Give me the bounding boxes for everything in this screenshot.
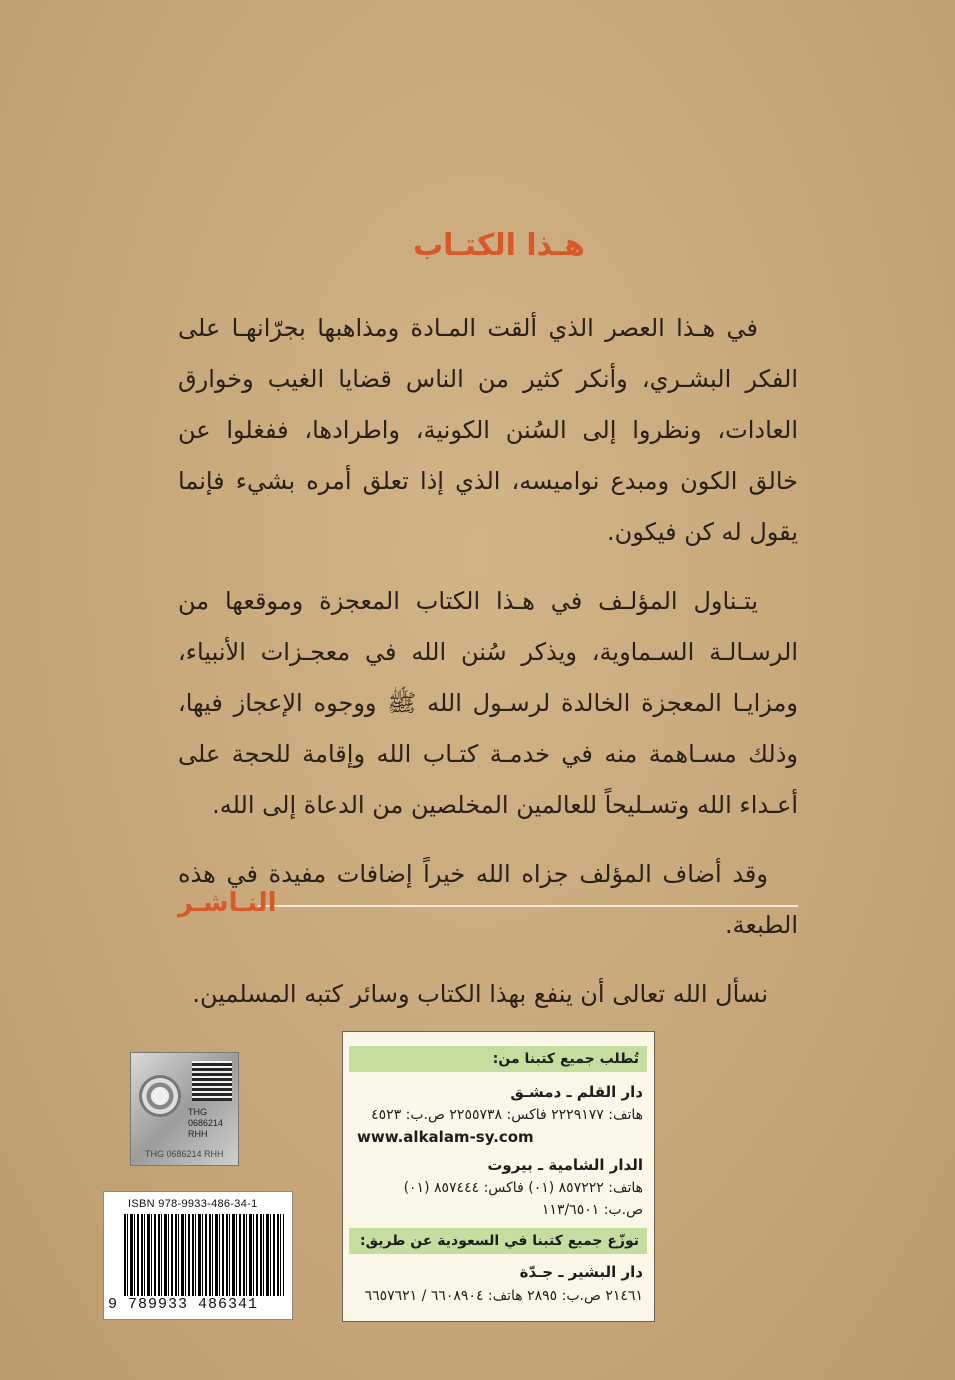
publisher2-contact: هاتف: ٨٥٧٢٢٢ (٠١) فاكس: ٨٥٧٤٤٤ (٠١) xyxy=(403,1180,643,1196)
publisher2-po-box: ص.ب: ١١٣/٦٥٠١ xyxy=(541,1202,643,1218)
publisher1-website: www.alkalam-sy.com xyxy=(357,1128,534,1146)
order-band: تُطلب جميع كتبنا من: xyxy=(349,1046,647,1072)
paragraph-3: وقد أضاف المؤلف جزاه الله خيراً إضافات مفيدة في هذه الطبعة. xyxy=(178,860,798,939)
publisher1-contact: هاتف: ٢٢٢٩١٧٧ فاكس: ٢٢٥٥٧٣٨ ص.ب: ٤٥٢٣ xyxy=(371,1107,643,1123)
security-sticker xyxy=(130,1052,239,1166)
publisher-info-box xyxy=(342,1031,655,1322)
distributor-name: دار البشير ـ جـدّة xyxy=(519,1263,643,1281)
blurb-text xyxy=(178,303,798,1038)
sticker-footer: THG 0686214 RHH xyxy=(145,1149,224,1159)
publisher2-name: الدار الشامية ـ بيروت xyxy=(487,1156,643,1174)
ean-digits: 9 789933 486341 xyxy=(108,1296,259,1313)
isbn-number: ISBN 978-9933-486-34-1 xyxy=(128,1198,258,1210)
distributor-contact: ٢١٤٦١ ص.ب: ٢٨٩٥ هاتف: ٦٦٠٨٩٠٤ / ٦٦٥٧٦٢١ xyxy=(364,1288,643,1304)
publisher1-name: دار القلم ـ دمشـق xyxy=(510,1083,643,1101)
section-heading: هـذا الكتـاب xyxy=(412,228,585,263)
paragraph-2: يتـناول المؤلـف في هـذا الكتاب المعجزة وموقعها من الرسـالـة السـماوية، ويذكر سُنن الله في معجـزات الأنبياء، ومزايـا المعجزة الخالدة لرسـول الله ﷺ ووجوه الإعجاز فيها، وذلك مسـاهمة منه في خدمـة كتـاب الله وإقامة للحجة على أعـداء الله وتسـليحاً للعالمين المخلصين من الدعاة إلى الله. xyxy=(178,587,798,819)
signature-rule xyxy=(258,905,798,907)
isbn-barcode xyxy=(103,1191,293,1320)
qr-code-icon xyxy=(192,1061,232,1101)
hologram-icon xyxy=(139,1075,181,1117)
paragraph-4: نسأل الله تعالى أن ينفع بهذا الكتاب وسائر كتبه المسلمين. xyxy=(192,980,768,1008)
publisher-signature: النـاشـر xyxy=(178,888,277,918)
distribution-band: توزّع جميع كتبنا في السعودية عن طريق: xyxy=(349,1228,647,1254)
barcode-icon xyxy=(124,1214,284,1296)
sticker-code: THG 0686214 RHH xyxy=(188,1107,224,1139)
paragraph-1: في هـذا العصر الذي ألقت المـادة ومذاهبها بجرّانهـا على الفكر البشـري، وأنكر كثير من الناس قضايا الغيب وخوارق العادات، ونظروا إلى السُنن الكونية، واطرادها، ففغلوا عن خالق الكون ومبدع نواميسه، الذي إذا تعلق أمره بشيء فإنما يقول له كن فيكون. xyxy=(178,314,798,546)
